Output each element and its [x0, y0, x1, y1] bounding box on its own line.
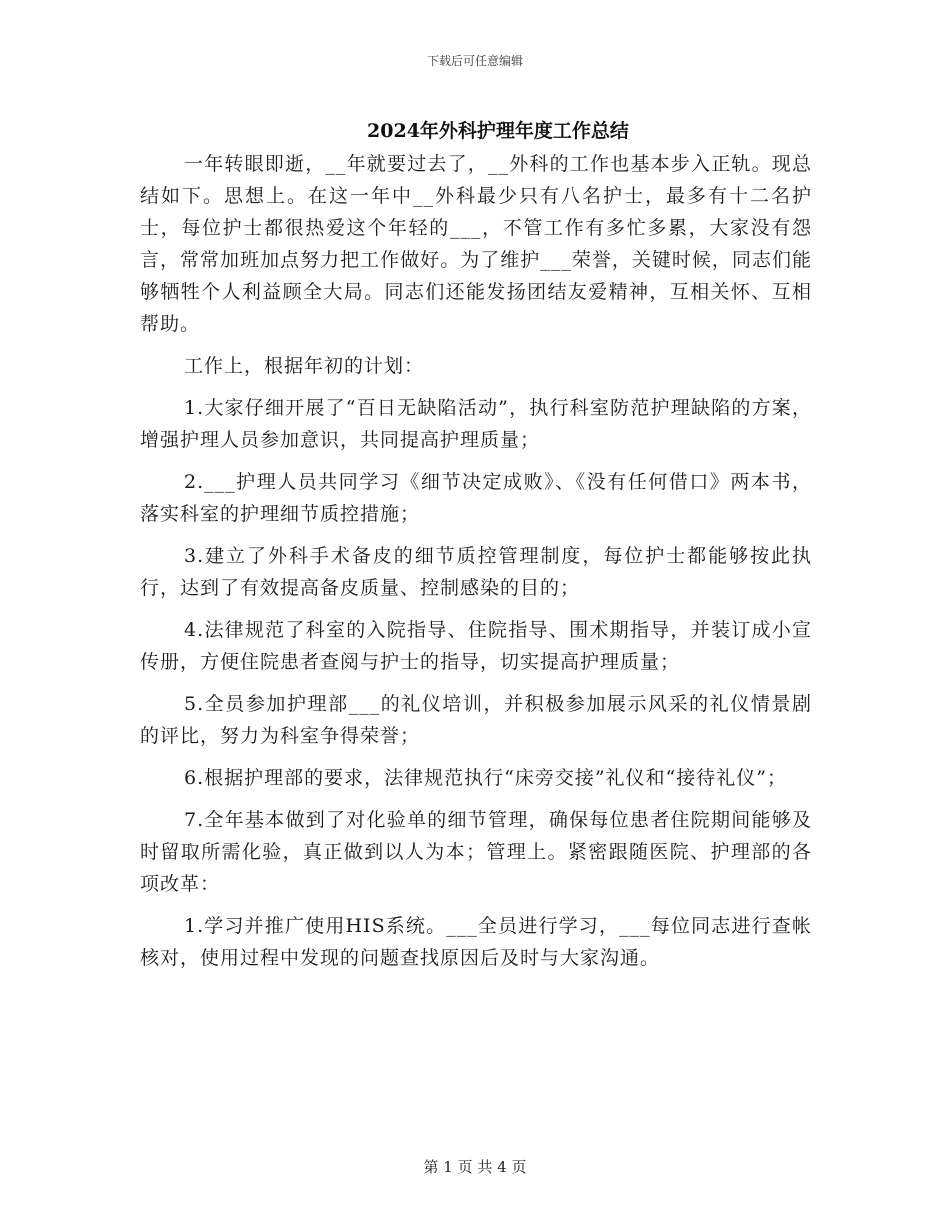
paragraph-management-1: 1.学习并推广使用HIS系统。___全员进行学习，___每位同志进行查帐核对，使用过程中发现的问题查找原因后及时与大家沟通。 — [140, 915, 812, 969]
paragraph-item-4: 4.法律规范了科室的入院指导、住院指导、围术期指导，并装订成小宣传册，方便住院患者查阅与护士的指导，切实提高护理质量； — [140, 619, 812, 673]
paragraph-item-2: 2.___护理人员共同学习《细节决定成败》、《没有任何借口》两本书，落实科室的护理细节质控措施； — [140, 471, 812, 525]
paragraph-item-7: 7.全年基本做到了对化验单的细节管理，确保每位患者住院期间能够及时留取所需化验，真正做到以人为本；管理上。紧密跟随医院、护理部的各项改革： — [140, 809, 812, 895]
document-title: 2024年外科护理年度工作总结 — [367, 120, 629, 142]
paragraph-item-3: 3.建立了外科手术备皮的细节质控管理制度，每位护士都能够按此执行，达到了有效提高备皮质量、控制感染的目的； — [140, 545, 812, 599]
document-body — [140, 148, 812, 984]
paragraph-item-1: 1.大家仔细开展了“百日无缺陷活动”，执行科室防范护理缺陷的方案，增强护理人员参加意识，共同提高护理质量； — [140, 397, 812, 451]
paragraph-intro: 一年转眼即逝，__年就要过去了，__外科的工作也基本步入正轨。现总结如下。思想上。在这一年中__外科最少只有八名护士，最多有十二名护士，每位护士都很热爱这个年轻的___，不管工作有多忙多累，大家没有怨言，常常加班加点努力把工作做好。为了维护___荣誉，关键时候，同志们能够牺牲个人利益顾全大局。同志们还能发扬团结友爱精神，互相关怀、互相帮助。 — [140, 153, 812, 335]
paragraph-work-lead: 工作上，根据年初的计划： — [184, 355, 425, 377]
page-header-note: 下载后可任意编辑 — [426, 54, 523, 68]
paragraph-item-6: 6.根据护理部的要求，法律规范执行“床旁交接”礼仪和“接待礼仪”； — [184, 767, 787, 789]
page-number: 第 1 页 共 4 页 — [423, 1158, 527, 1176]
paragraph-item-5: 5.全员参加护理部___的礼仪培训，并积极参加展示风采的礼仪情景剧的评比，努力为科室争得荣誉； — [140, 693, 812, 747]
